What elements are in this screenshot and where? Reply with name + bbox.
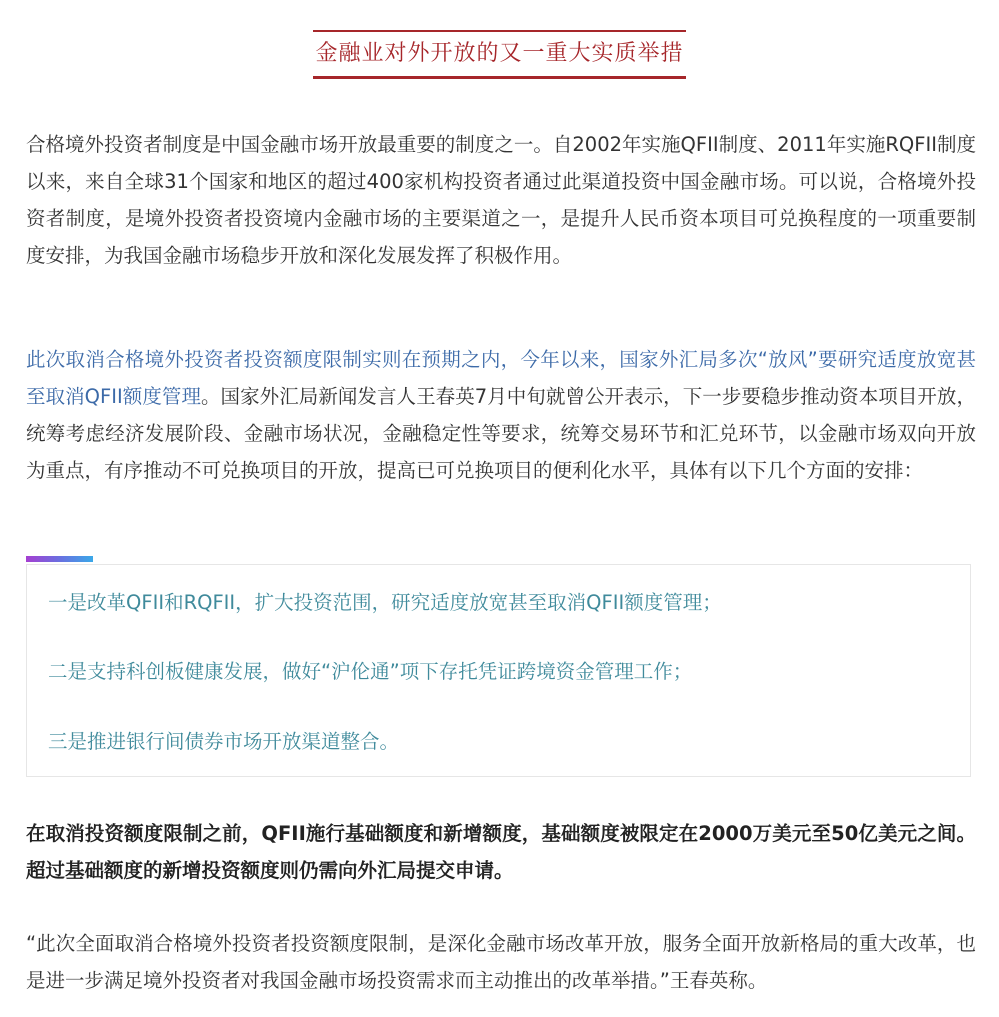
paragraph-quota-bold: 在取消投资额度限制之前，QFII施行基础额度和新增额度，基础额度被限定在2000万美元至50亿美元之间。超过基础额度的新增投资额度则仍需向外汇局提交申请。	[26, 822, 976, 882]
quote-item: 二是支持科创板健康发展，做好“沪伦通”项下存托凭证跨境资金管理工作；	[48, 660, 693, 683]
quote-item: 三是推进银行间债券市场开放渠道整合。	[48, 730, 400, 753]
paragraph-lead-highlight: 此次取消合格境外投资者投资额度限制实则在预期之内，今年以来，国家外汇局多次“放风”要研究适度放宽甚至取消QFII额度管理	[26, 348, 976, 408]
paragraph-intro: 合格境外投资者制度是中国金融市场开放最重要的制度之一。自2002年实施QFII制度、2011年实施RQFII制度以来，来自全球31个国家和地区的超过400家机构投资者通过此渠道投资中国金融市场。可以说，合格境外投资者制度，是境外投资者投资境内金融市场的主要渠道之一，是提升人民币资本项目可兑换程度的一项重要制度安排，为我国金融市场稳步开放和深化发展发挥了积极作用。	[26, 133, 976, 267]
paragraph-quote: “此次全面取消合格境外投资者投资额度限制，是深化金融市场改革开放，服务全面开放新格局的重大改革，也是进一步满足境外投资者对我国金融市场投资需求而主动推出的改革举措。”王春英称。	[26, 932, 976, 992]
quote-item: 一是改革QFII和RQFII，扩大投资范围，研究适度放宽甚至取消QFII额度管理；	[48, 591, 722, 614]
article-title: 金融业对外开放的又一重大实质举措	[313, 30, 685, 79]
paragraph-expectation	[26, 341, 976, 489]
quote-accent-bar	[26, 556, 93, 562]
quote-box	[26, 564, 971, 777]
title-container	[0, 30, 999, 79]
paragraph-body: 。国家外汇局新闻发言人王春英7月中旬就曾公开表示，下一步要稳步推动资本项目开放，统筹考虑经济发展阶段、金融市场状况，金融稳定性等要求，统筹交易环节和汇兑环节，以金融市场双向开放为重点，有序推动不可兑换项目的开放，提高已可兑换项目的便利化水平，具体有以下几个方面的安排：	[26, 385, 976, 482]
